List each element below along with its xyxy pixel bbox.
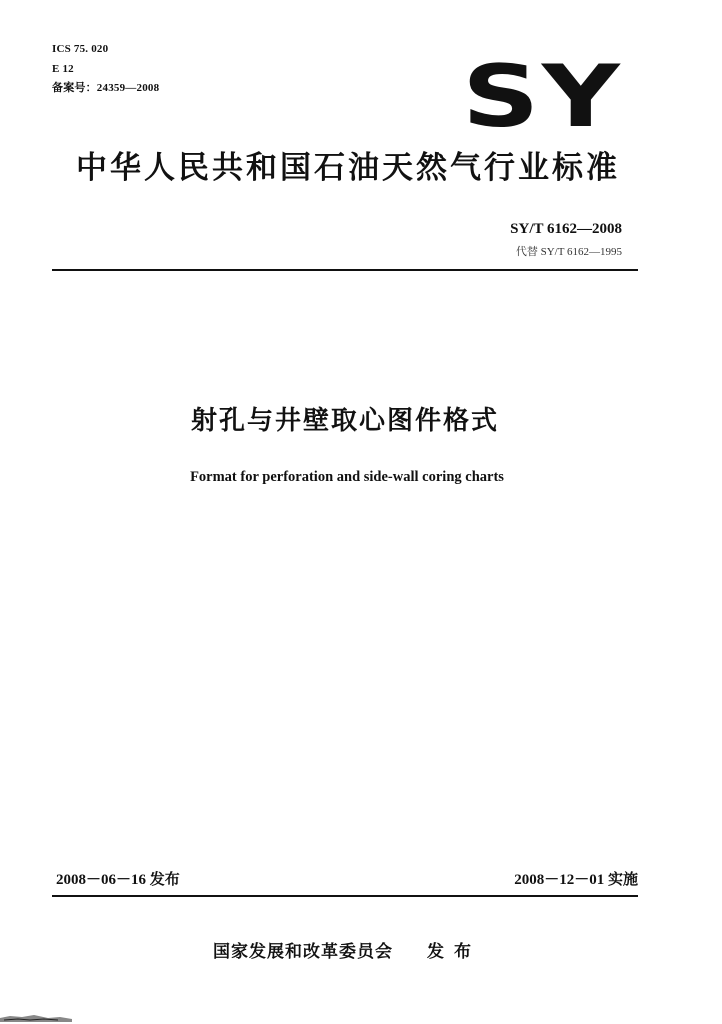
classification-code: E 12: [52, 63, 74, 75]
publisher-name: 国家发展和改革委员会: [213, 942, 393, 962]
ics-code: ICS 75. 020: [52, 43, 109, 55]
scan-artifact: [0, 1012, 72, 1022]
document-title-english: Format for perforation and side-wall coring charts: [190, 469, 504, 485]
filing-number: 备案号：24359—2008: [52, 82, 160, 94]
effective-date: 2008－12－01 实施: [514, 872, 638, 888]
document-title-chinese: 射孔与井壁取心图件格式: [190, 406, 499, 436]
publisher-line: [0, 937, 694, 962]
sy-logo: SY: [462, 47, 623, 147]
publisher-action: 发布: [427, 942, 481, 962]
industry-standard-title: 中华人民共和国石油天然气行业标准: [76, 150, 620, 186]
bottom-divider: [52, 895, 638, 897]
standard-number: SY/T 6162—2008: [510, 221, 622, 237]
top-divider: [52, 269, 638, 271]
replaced-standard: 代替 SY/T 6162—1995: [515, 246, 622, 258]
release-date: 2008－06－16 发布: [56, 872, 180, 888]
